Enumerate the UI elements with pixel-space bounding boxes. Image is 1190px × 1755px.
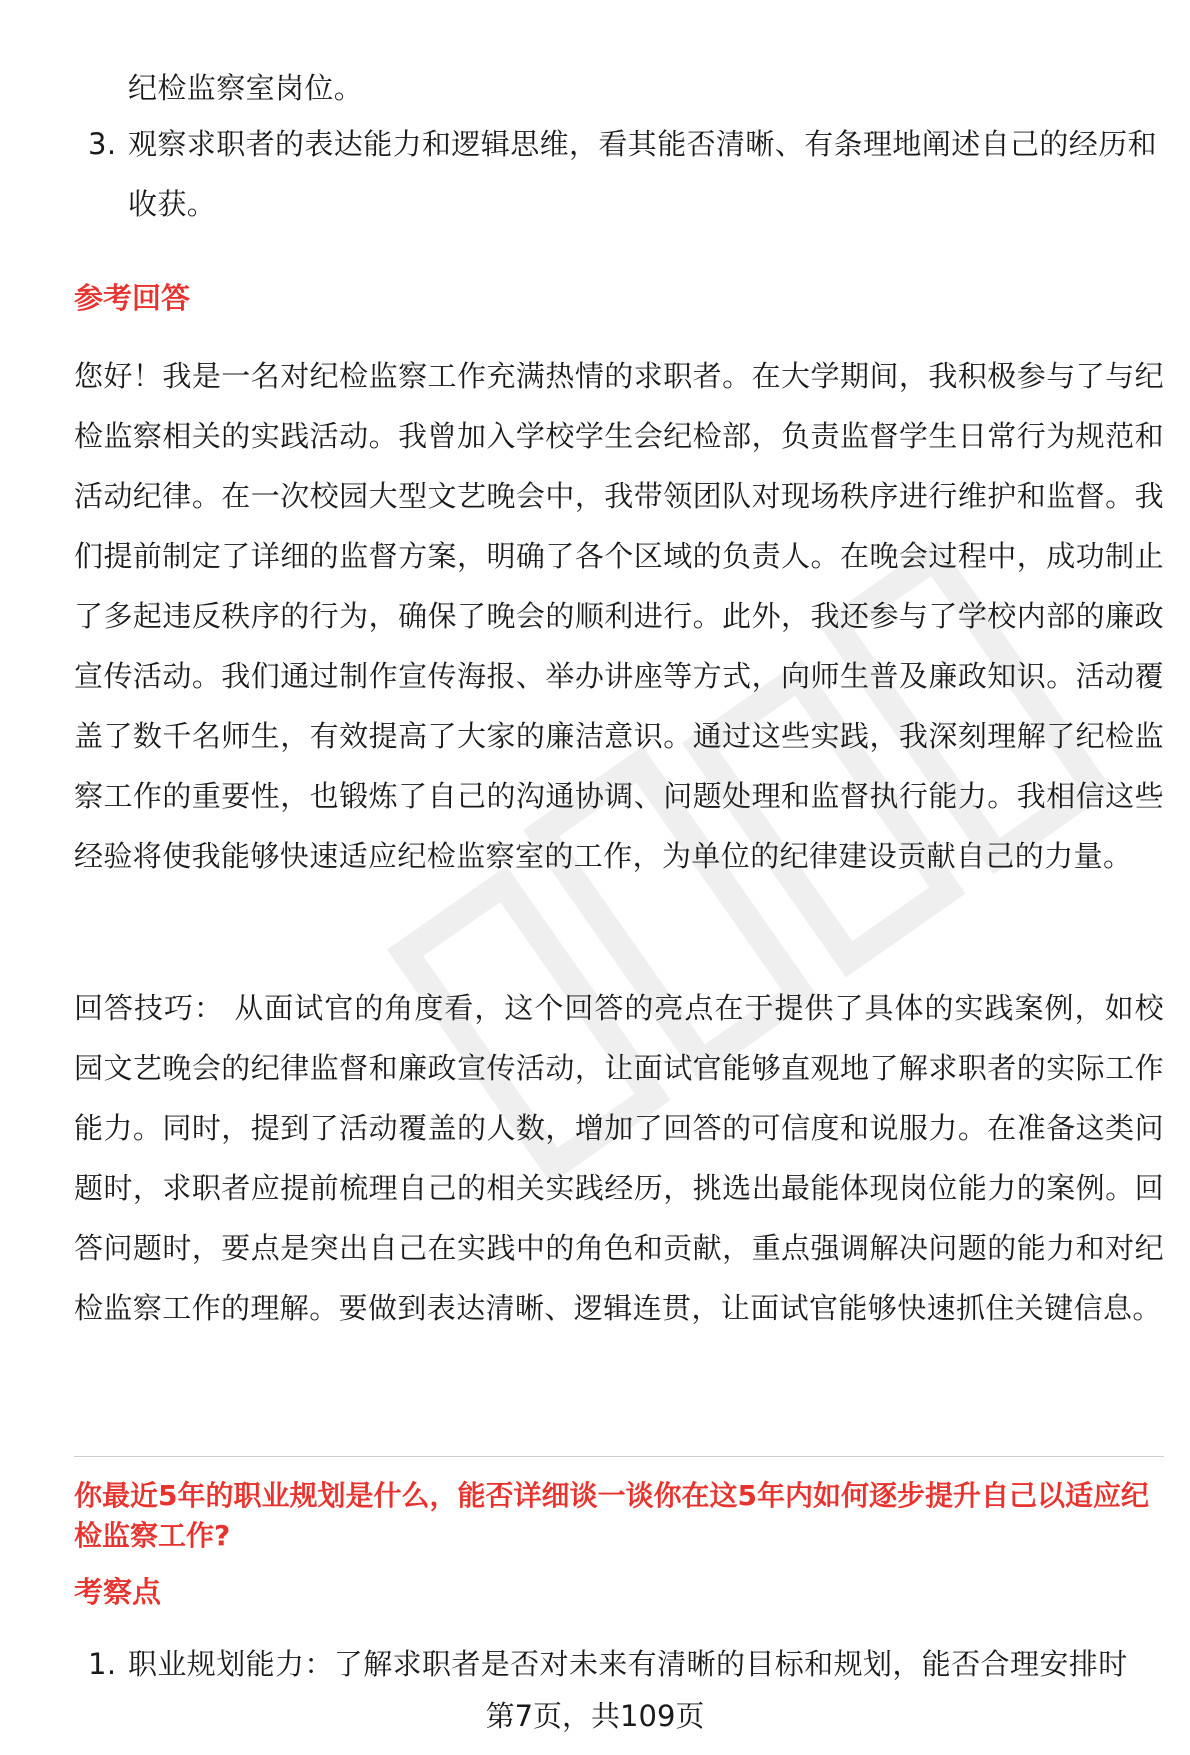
list-item-2-continuation: 纪检监察室岗位。 [128,71,364,105]
list-number: 1. [88,1647,117,1681]
list-number: 3. [88,127,117,161]
answer-tips-paragraph: 回答技巧： 从面试官的角度看，这个回答的亮点在于提供了具体的实践案例，如校园文艺晚会的纪律监督和廉政宣传活动，让面试官能够直观地了解求职者的实际工作能力。同时，提到了活动覆盖的人数，增加了回答的可信度和说服力。在准备这类问题时，求职者应提前梳理自己的相关实践经历，挑选出最能体现岗位能力的案例。回答问题时，要点是突出自己在实践中的角色和贡献，重点强调解决问题的能力和对纪检监察工作的理解。要做到表达清晰、逻辑连贯，让面试官能够快速抓住关键信息。 [74,991,1164,1325]
section-heading-focus: 考察点 [74,1575,162,1609]
list-item-text: 观察求职者的表达能力和逻辑思维，看其能否清晰、有条理地阐述自己的经历和收获。 [128,127,1158,221]
page-footer: 第7页，共109页 [485,1699,705,1733]
answer-paragraph: 您好！我是一名对纪检监察工作充满热情的求职者。在大学期间，我积极参与了与纪检监察相关的实践活动。我曾加入学校学生会纪检部，负责监督学生日常行为规范和活动纪律。在一次校园大型文艺晚会中，我带领团队对现场秩序进行维护和监督。我们提前制定了详细的监督方案，明确了各个区域的负责人。在晚会过程中，成功制止了多起违反秩序的行为，确保了晚会的顺利进行。此外，我还参与了学校内部的廉政宣传活动。我们通过制作宣传海报、举办讲座等方式，向师生普及廉政知识。活动覆盖了数千名师生，有效提高了大家的廉洁意识。通过这些实践，我深刻理解了纪检监察工作的重要性，也锻炼了自己的沟通协调、问题处理和监督执行能力。我相信这些经验将使我能够快速适应纪检监察室的工作，为单位的纪律建设贡献自己的力量。 [74,359,1164,873]
list-item-3 [74,114,1164,234]
list-item-1 [74,1634,1164,1694]
list-item-text: 职业规划能力：了解求职者是否对未来有清晰的目标和规划，能否合理安排时 [128,1647,1128,1681]
section-divider [74,1456,1164,1457]
section-heading-answer: 参考回答 [74,281,191,315]
question-title: 你最近5年的职业规划是什么，能否详细谈一谈你在这5年内如何逐步提升自己以适应纪检监察工作? [74,1479,1149,1552]
